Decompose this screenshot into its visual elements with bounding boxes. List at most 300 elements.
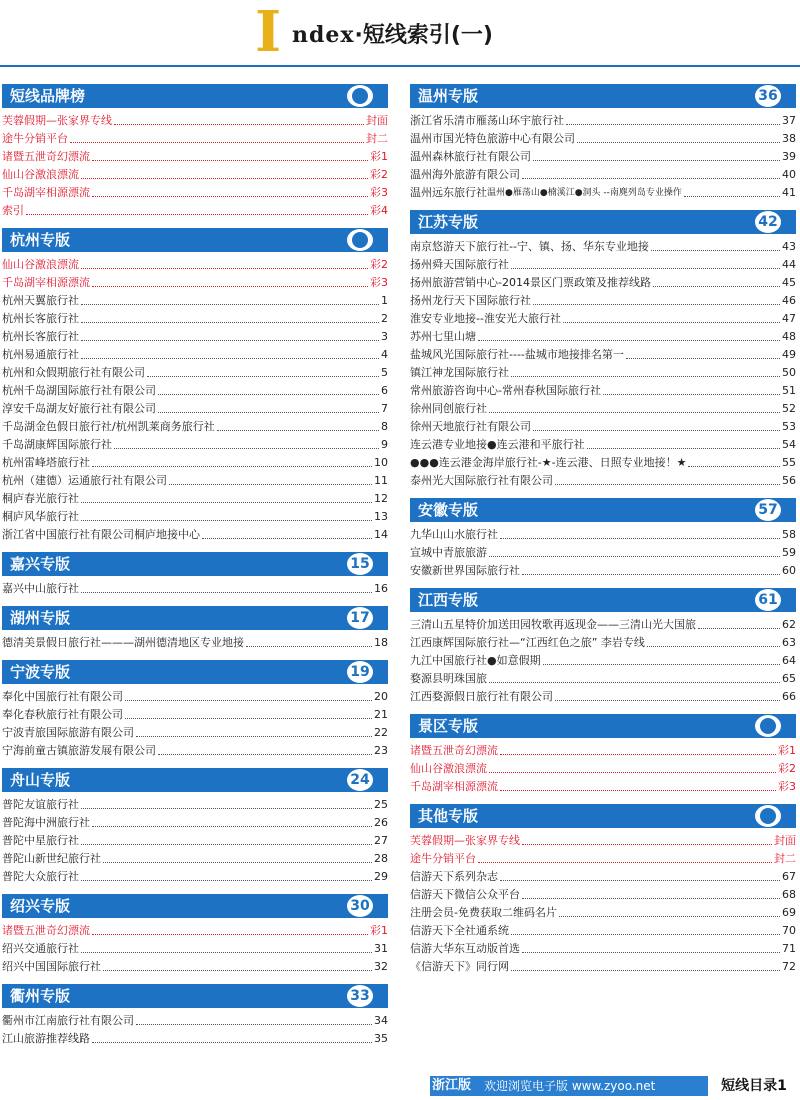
entry-page-number: 40 xyxy=(782,168,796,181)
footer-edition: 浙江版 xyxy=(432,1078,472,1093)
index-entry[interactable] xyxy=(2,310,388,328)
index-section xyxy=(410,84,796,202)
index-entry[interactable] xyxy=(410,940,796,958)
entry-page-number: 7 xyxy=(381,402,388,415)
entry-page-number: 62 xyxy=(782,618,796,631)
index-entry[interactable] xyxy=(410,310,796,328)
dot-leader xyxy=(522,898,780,899)
dot-leader xyxy=(92,1042,372,1043)
entry-title: 盐城风光国际旅行社----盐城市地接排名第一 xyxy=(410,348,624,361)
entry-title: 温州远东旅行社 xyxy=(410,186,487,199)
entry-title: 宁海前童古镇旅游发展有限公司 xyxy=(2,744,156,757)
dot-leader xyxy=(81,502,372,503)
footer xyxy=(0,1076,800,1100)
entry-page-number: 彩1 xyxy=(778,744,796,757)
section-title: 安徽专版 xyxy=(418,501,479,519)
dot-leader xyxy=(500,790,776,791)
dot-leader xyxy=(147,376,379,377)
entry-title: 仙山谷激浪漂流 xyxy=(410,762,487,775)
entry-page-number: 封二 xyxy=(774,852,796,865)
section-header xyxy=(2,660,388,684)
index-entry[interactable] xyxy=(2,958,388,976)
entry-page-number: 58 xyxy=(782,528,796,541)
index-entry[interactable] xyxy=(2,1012,388,1030)
entry-title: 九华山山水旅行社 xyxy=(410,528,498,541)
index-entry[interactable] xyxy=(2,832,388,850)
section-page-badge: 30 xyxy=(346,894,374,918)
right-column xyxy=(410,84,796,984)
dot-leader xyxy=(125,718,372,719)
entry-title: 信游天下系列杂志 xyxy=(410,870,498,883)
index-entry[interactable] xyxy=(410,670,796,688)
entry-title: 徐州同创旅行社 xyxy=(410,402,487,415)
title-divider xyxy=(0,65,800,67)
entry-title: 千岛湖金色假日旅行社/杭州凯莱商务旅行社 xyxy=(2,420,215,433)
section-title: 湖州专版 xyxy=(10,609,71,627)
entry-title: 江西婺源假日旅行社有限公司 xyxy=(410,690,553,703)
title-big-letter: I xyxy=(255,0,282,65)
index-entry[interactable] xyxy=(410,526,796,544)
entry-page-number: 彩4 xyxy=(370,204,388,217)
index-entry[interactable] xyxy=(2,382,388,400)
entry-page-number: 彩3 xyxy=(370,276,388,289)
entry-page-number: 26 xyxy=(374,816,388,829)
dot-leader xyxy=(246,646,372,647)
entry-title: ●●●连云港金海岸旅行社-★-连云港、日照专业地接！★ xyxy=(410,456,687,469)
index-entry[interactable] xyxy=(410,328,796,346)
section-title: 江西专版 xyxy=(418,591,479,609)
section-page-badge: 15 xyxy=(346,552,374,576)
index-entry[interactable] xyxy=(410,634,796,652)
entry-page-number: 50 xyxy=(782,366,796,379)
section-page-badge: 19 xyxy=(346,660,374,684)
index-section xyxy=(410,804,796,976)
entry-page-number: 63 xyxy=(782,636,796,649)
index-entry[interactable] xyxy=(410,562,796,580)
dot-leader xyxy=(81,304,379,305)
section-header xyxy=(2,228,388,252)
entry-page-number: 4 xyxy=(381,348,388,361)
index-section xyxy=(2,660,388,760)
index-entry[interactable] xyxy=(410,778,796,796)
entry-page-number: 3 xyxy=(381,330,388,343)
index-entry[interactable] xyxy=(2,850,388,868)
index-section xyxy=(2,894,388,976)
index-entry[interactable] xyxy=(2,454,388,472)
index-entry[interactable] xyxy=(410,868,796,886)
entry-page-number: 彩3 xyxy=(370,186,388,199)
title-suffix: (一) xyxy=(450,23,493,48)
index-entry[interactable] xyxy=(2,490,388,508)
entry-page-number: 25 xyxy=(374,798,388,811)
entry-title: 扬州舜天国际旅行社 xyxy=(410,258,509,271)
dot-leader xyxy=(511,970,780,971)
section-header xyxy=(410,498,796,522)
entry-page-number: 12 xyxy=(374,492,388,505)
index-entry[interactable] xyxy=(410,436,796,454)
index-entry[interactable] xyxy=(2,346,388,364)
entry-title: 常州旅游咨询中心-常州春秋国际旅行社 xyxy=(410,384,601,397)
index-entry[interactable] xyxy=(2,202,388,220)
dot-leader xyxy=(81,178,368,179)
dot-leader xyxy=(136,1024,372,1025)
entry-title: 诸暨五泄奇幻漂流 xyxy=(410,744,498,757)
entry-title: 江西康辉国际旅行社—“江西红色之旅” 李岩专线 xyxy=(410,636,645,649)
section-page-badge: 17 xyxy=(346,606,374,630)
section-page-badge xyxy=(346,228,374,252)
entry-title: 杭州千岛湖国际旅行社有限公司 xyxy=(2,384,156,397)
dot-leader xyxy=(478,340,780,341)
index-entry[interactable] xyxy=(410,400,796,418)
entry-page-number: 10 xyxy=(374,456,388,469)
entry-title: 信游大华东互动版首选 xyxy=(410,942,520,955)
entry-title: 诸暨五泄奇幻漂流 xyxy=(2,924,90,937)
section-header-tail xyxy=(786,84,796,108)
index-section xyxy=(2,606,388,652)
dot-leader xyxy=(489,682,780,683)
entry-title: 婺源县明珠国旅 xyxy=(410,672,487,685)
dot-leader xyxy=(114,448,379,449)
dot-leader xyxy=(511,268,780,269)
dot-leader xyxy=(125,700,372,701)
index-entry[interactable] xyxy=(410,382,796,400)
entry-title: 普陀山新世纪旅行社 xyxy=(2,852,101,865)
entry-title: 注册会员-免费获取二维码名片 xyxy=(410,906,557,919)
index-entry[interactable] xyxy=(2,634,388,652)
section-header-tail xyxy=(786,210,796,234)
index-entry[interactable] xyxy=(410,616,796,634)
index-entry[interactable] xyxy=(410,904,796,922)
entry-title: 普陀友谊旅行社 xyxy=(2,798,79,811)
section-header-tail xyxy=(378,552,388,576)
dot-leader xyxy=(522,844,772,845)
dot-leader xyxy=(522,178,780,179)
index-entry[interactable] xyxy=(2,940,388,958)
index-entry[interactable] xyxy=(2,112,388,130)
entry-page-number: 45 xyxy=(782,276,796,289)
entry-title: 扬州旅游营销中心-2014景区门票政策及推荐线路 xyxy=(410,276,651,289)
dot-leader xyxy=(626,358,780,359)
dot-leader xyxy=(478,862,772,863)
left-column xyxy=(2,84,388,1056)
entry-title: 徐州天地旅行社有限公司 xyxy=(410,420,531,433)
entry-page-number: 38 xyxy=(782,132,796,145)
dot-leader xyxy=(158,394,379,395)
index-entry[interactable] xyxy=(2,400,388,418)
index-entry[interactable] xyxy=(410,688,796,706)
index-section xyxy=(410,588,796,706)
entry-title: 浙江省中国旅行社有限公司桐庐地接中心 xyxy=(2,528,200,541)
entry-page-number: 68 xyxy=(782,888,796,901)
dot-leader xyxy=(202,538,372,539)
entry-page-number: 48 xyxy=(782,330,796,343)
index-entry[interactable] xyxy=(2,796,388,814)
index-entry[interactable] xyxy=(410,418,796,436)
dot-leader xyxy=(136,736,372,737)
entry-title: 淳安千岛湖友好旅行社有限公司 xyxy=(2,402,156,415)
entry-page-number: 29 xyxy=(374,870,388,883)
section-header xyxy=(410,84,796,108)
entry-page-number: 47 xyxy=(782,312,796,325)
entry-page-number: 28 xyxy=(374,852,388,865)
dot-leader xyxy=(114,124,364,125)
index-entry[interactable] xyxy=(410,742,796,760)
entry-page-number: 彩2 xyxy=(370,258,388,271)
index-entry[interactable] xyxy=(410,544,796,562)
dot-leader xyxy=(555,484,780,485)
entry-title: 宁波青旅国际旅游有限公司 xyxy=(2,726,134,739)
entry-title: 连云港专业地接●连云港和平旅行社 xyxy=(410,438,585,451)
dot-leader xyxy=(158,754,372,755)
entry-title: 宣城中青旅旅游 xyxy=(410,546,487,559)
index-entry[interactable] xyxy=(410,472,796,490)
section-title: 嘉兴专版 xyxy=(10,555,71,573)
index-entry[interactable] xyxy=(410,958,796,976)
index-entry[interactable] xyxy=(2,292,388,310)
entry-title: 淮安专业地接--淮安光大旅行社 xyxy=(410,312,561,325)
section-header-tail xyxy=(786,588,796,612)
dot-leader xyxy=(489,412,780,413)
dot-leader xyxy=(511,376,780,377)
entry-title: 仙山谷激浪漂流 xyxy=(2,168,79,181)
dot-leader xyxy=(70,142,364,143)
entry-page-number: 35 xyxy=(374,1032,388,1045)
footer-welcome-link[interactable]: 欢迎浏览电子版 www.zyoo.net xyxy=(484,1079,656,1093)
dot-leader xyxy=(566,124,780,125)
entry-title: 奉化中国旅行社有限公司 xyxy=(2,690,123,703)
dot-leader xyxy=(92,160,368,161)
section-header xyxy=(410,588,796,612)
index-section xyxy=(2,984,388,1048)
entry-page-number: 41 xyxy=(782,186,796,199)
entry-title: 诸暨五泄奇幻漂流 xyxy=(2,150,90,163)
entry-page-number: 39 xyxy=(782,150,796,163)
index-entry[interactable] xyxy=(2,922,388,940)
dot-leader xyxy=(81,340,379,341)
index-entry[interactable] xyxy=(2,256,388,274)
entry-title: 千岛湖宰相源漂流 xyxy=(410,780,498,793)
index-entry[interactable] xyxy=(410,292,796,310)
entry-title: 杭州长客旅行社 xyxy=(2,330,79,343)
entry-page-number: 34 xyxy=(374,1014,388,1027)
index-entry[interactable] xyxy=(410,850,796,868)
entry-page-number: 44 xyxy=(782,258,796,271)
entry-page-number: 60 xyxy=(782,564,796,577)
section-header-tail xyxy=(378,660,388,684)
index-entry[interactable] xyxy=(410,274,796,292)
section-page-badge: 24 xyxy=(346,768,374,792)
index-entry[interactable] xyxy=(2,688,388,706)
entry-title: 温州森林旅行社有限公司 xyxy=(410,150,531,163)
title-index-word: ndex xyxy=(292,22,355,48)
index-entry[interactable] xyxy=(410,922,796,940)
entry-page-number: 封面 xyxy=(774,834,796,847)
index-entry[interactable] xyxy=(410,184,796,202)
dot-leader xyxy=(559,916,780,917)
entry-title: 《信游天下》同行网 xyxy=(410,960,509,973)
entry-page-number: 彩2 xyxy=(370,168,388,181)
entry-page-number: 72 xyxy=(782,960,796,973)
entry-title: 安徽新世界国际旅行社 xyxy=(410,564,520,577)
entry-page-number: 67 xyxy=(782,870,796,883)
index-entry[interactable] xyxy=(2,868,388,886)
title-dot: · xyxy=(354,23,363,48)
entry-title: 嘉兴中山旅行社 xyxy=(2,582,79,595)
index-entry[interactable] xyxy=(410,832,796,850)
index-entry[interactable] xyxy=(410,346,796,364)
entry-page-number: 16 xyxy=(374,582,388,595)
section-title: 衢州专版 xyxy=(10,987,71,1005)
section-header-tail xyxy=(378,768,388,792)
entry-page-number: 43 xyxy=(782,240,796,253)
entry-title: 桐庐风华旅行社 xyxy=(2,510,79,523)
index-entry[interactable] xyxy=(410,364,796,382)
section-page-badge: 42 xyxy=(754,210,782,234)
index-entry[interactable] xyxy=(410,256,796,274)
dot-leader xyxy=(533,304,780,305)
entry-title: 九江中国旅行社●如意假期 xyxy=(410,654,541,667)
dot-leader xyxy=(81,808,372,809)
section-title: 舟山专版 xyxy=(10,771,71,789)
index-entry[interactable] xyxy=(2,526,388,544)
entry-title: 德清美景假日旅行社———湖州德清地区专业地接 xyxy=(2,636,244,649)
index-entry[interactable] xyxy=(2,166,388,184)
dot-leader xyxy=(587,448,780,449)
entry-page-number: 14 xyxy=(374,528,388,541)
dot-leader xyxy=(92,934,368,935)
dot-leader xyxy=(92,466,372,467)
section-title: 景区专版 xyxy=(418,717,479,735)
entry-title: 信游天下全社通系统 xyxy=(410,924,509,937)
entry-title: 衢州市江南旅行社有限公司 xyxy=(2,1014,134,1027)
section-header-tail xyxy=(786,498,796,522)
entry-page-number: 64 xyxy=(782,654,796,667)
entry-title: 南京悠游天下旅行社--宁、镇、扬、华东专业地接 xyxy=(410,240,649,253)
index-entry[interactable] xyxy=(2,418,388,436)
entry-page-number: 46 xyxy=(782,294,796,307)
dot-leader xyxy=(92,196,368,197)
section-title: 温州专版 xyxy=(418,87,479,105)
dot-leader xyxy=(698,628,780,629)
index-section xyxy=(410,498,796,580)
index-entry[interactable] xyxy=(410,886,796,904)
entry-page-number: 70 xyxy=(782,924,796,937)
entry-page-number: 51 xyxy=(782,384,796,397)
section-header xyxy=(2,552,388,576)
index-entry[interactable] xyxy=(410,112,796,130)
index-entry[interactable] xyxy=(2,1030,388,1048)
entry-title: 普陀海中洲旅行社 xyxy=(2,816,90,829)
section-header-tail xyxy=(786,804,796,828)
section-header xyxy=(2,984,388,1008)
section-header xyxy=(410,210,796,234)
section-page-badge: 57 xyxy=(754,498,782,522)
index-entry[interactable] xyxy=(410,652,796,670)
entry-title: 扬州龙行天下国际旅行社 xyxy=(410,294,531,307)
title-cn: 短线索引 xyxy=(362,23,451,48)
entry-page-number: 封面 xyxy=(366,114,388,127)
index-entry[interactable] xyxy=(410,760,796,778)
entry-page-number: 11 xyxy=(374,474,388,487)
index-entry[interactable] xyxy=(410,130,796,148)
entry-title: 杭州长客旅行社 xyxy=(2,312,79,325)
entry-page-number: 54 xyxy=(782,438,796,451)
entry-title: 索引 xyxy=(2,204,24,217)
dot-leader xyxy=(81,880,372,881)
index-entry[interactable] xyxy=(2,742,388,760)
section-header xyxy=(2,606,388,630)
dot-leader xyxy=(500,754,776,755)
index-entry[interactable] xyxy=(2,814,388,832)
section-header-tail xyxy=(786,714,796,738)
section-page-badge: 36 xyxy=(754,84,782,108)
index-entry[interactable] xyxy=(410,166,796,184)
index-entry[interactable] xyxy=(2,130,388,148)
index-entry[interactable] xyxy=(2,508,388,526)
index-section xyxy=(2,84,388,220)
dot-leader xyxy=(577,142,780,143)
entry-page-number: 5 xyxy=(381,366,388,379)
index-entry[interactable] xyxy=(2,148,388,166)
section-title: 江苏专版 xyxy=(418,213,479,231)
section-header-tail xyxy=(378,984,388,1008)
dot-leader xyxy=(81,844,372,845)
index-entry[interactable] xyxy=(2,436,388,454)
dot-leader xyxy=(684,196,780,197)
index-entry[interactable] xyxy=(410,238,796,256)
index-entry[interactable] xyxy=(410,454,796,472)
entry-title: 芙蓉假期—张家界专线 xyxy=(410,834,520,847)
dot-leader xyxy=(555,700,780,701)
index-entry[interactable] xyxy=(2,274,388,292)
index-entry[interactable] xyxy=(2,580,388,598)
dot-leader xyxy=(103,862,372,863)
entry-page-number: 37 xyxy=(782,114,796,127)
index-entry[interactable] xyxy=(2,328,388,346)
entry-title: 绍兴交通旅行社 xyxy=(2,942,79,955)
entry-page-number: 22 xyxy=(374,726,388,739)
entry-page-number: 23 xyxy=(374,744,388,757)
index-entry[interactable] xyxy=(2,724,388,742)
index-entry[interactable] xyxy=(2,472,388,490)
entry-page-number: 彩1 xyxy=(370,150,388,163)
dot-leader xyxy=(653,286,780,287)
entry-page-number: 6 xyxy=(381,384,388,397)
index-section xyxy=(410,714,796,796)
entry-page-number: 2 xyxy=(381,312,388,325)
entry-title: 温州海外旅游有限公司 xyxy=(410,168,520,181)
index-entry[interactable] xyxy=(2,364,388,382)
index-entry[interactable] xyxy=(410,148,796,166)
index-section xyxy=(410,210,796,490)
entry-title: 千岛湖宰相源漂流 xyxy=(2,276,90,289)
section-header xyxy=(410,714,796,738)
entry-page-number: 1 xyxy=(381,294,388,307)
entry-title: 桐庐春光旅行社 xyxy=(2,492,79,505)
entry-title: 杭州雷峰塔旅行社 xyxy=(2,456,90,469)
page-title xyxy=(0,0,800,65)
entry-title: 信游天下微信公众平台 xyxy=(410,888,520,901)
index-entry[interactable] xyxy=(2,706,388,724)
dot-leader xyxy=(511,934,780,935)
section-header xyxy=(2,894,388,918)
entry-page-number: 彩2 xyxy=(778,762,796,775)
dot-leader xyxy=(688,466,780,467)
section-header-tail xyxy=(378,606,388,630)
dot-leader xyxy=(533,160,780,161)
entry-title: 普陀大众旅行社 xyxy=(2,870,79,883)
index-entry[interactable] xyxy=(2,184,388,202)
